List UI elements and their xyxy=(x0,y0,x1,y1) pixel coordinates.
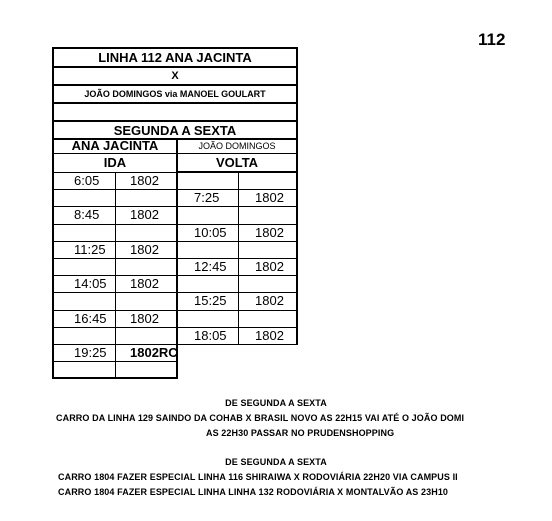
ida-car xyxy=(116,190,178,207)
volta-time: 12:45 xyxy=(178,259,239,276)
notes-block2-line1: CARRO 1804 FAZER ESPECIAL LINHA 116 SHIRAIWA X RODOVIÁRIA 22H20 VIA CAMPUS II xyxy=(58,472,458,482)
ida-time: 8:45 xyxy=(52,207,116,224)
ida-car: 1802 xyxy=(116,311,178,328)
ida-car xyxy=(116,293,178,310)
volta-time xyxy=(178,207,239,224)
line-number: 112 xyxy=(478,30,506,49)
direction-volta: VOLTA xyxy=(178,154,298,173)
ida-time xyxy=(52,293,116,310)
title-separator: X xyxy=(52,66,298,84)
volta-car: 1802 xyxy=(239,225,298,242)
volta-time: 15:25 xyxy=(178,293,239,310)
ida-time xyxy=(52,259,116,276)
ida-time xyxy=(52,225,116,242)
volta-car xyxy=(239,276,298,293)
ida-time xyxy=(52,362,116,379)
ida-time xyxy=(52,190,116,207)
ida-car: 1802 xyxy=(116,173,178,190)
origin-left: ANA JACINTA xyxy=(52,138,178,154)
volta-car xyxy=(239,173,298,190)
ida-car xyxy=(116,259,178,276)
notes-block2-title: DE SEGUNDA A SEXTA xyxy=(225,457,327,467)
volta-time xyxy=(178,311,239,328)
origin-right: JOÃO DOMINGOS xyxy=(178,138,298,154)
ida-time xyxy=(52,328,116,345)
ida-time: 11:25 xyxy=(52,242,116,259)
days-label: SEGUNDA A SEXTA xyxy=(52,120,298,138)
volta-time xyxy=(178,276,239,293)
ida-car: 1802 xyxy=(116,207,178,224)
volta-car xyxy=(239,242,298,259)
notes-block1-line2: AS 22H30 PASSAR NO PRUDENSHOPPING xyxy=(206,428,395,438)
line-title: LINHA 112 ANA JACINTA xyxy=(52,47,298,66)
ida-car xyxy=(116,225,178,242)
volta-car: 1802 xyxy=(239,293,298,310)
volta-time: 18:05 xyxy=(178,328,239,345)
schedule-table xyxy=(52,47,300,380)
volta-time: 7:25 xyxy=(178,190,239,207)
ida-car: 1802 xyxy=(116,242,178,259)
blank-header-row xyxy=(52,102,298,120)
ida-car xyxy=(116,362,178,379)
ida-time: 16:45 xyxy=(52,311,116,328)
notes-block1-line1: CARRO DA LINHA 129 SAINDO DA COHAB X BRASIL NOVO AS 22H15 VAI ATÉ O JOÃO DOMI xyxy=(56,413,465,423)
ida-car: 1802RC xyxy=(116,345,178,362)
volta-car: 1802 xyxy=(239,259,298,276)
volta-time xyxy=(178,173,239,190)
ida-time: 14:05 xyxy=(52,276,116,293)
notes-block1-title: DE SEGUNDA A SEXTA xyxy=(225,398,327,408)
volta-time xyxy=(178,242,239,259)
volta-car xyxy=(239,207,298,224)
ida-car xyxy=(116,328,178,345)
volta-car: 1802 xyxy=(239,328,298,345)
notes-block2-line2: CARRO 1804 FAZER ESPECIAL LINHA LINHA 132 RODOVIÁRIA X MONTALVÃO AS 23H10 xyxy=(58,487,449,497)
volta-car: 1802 xyxy=(239,190,298,207)
direction-ida: IDA xyxy=(52,154,178,173)
route-subtitle: JOÃO DOMINGOS via MANOEL GOULART xyxy=(52,84,298,102)
volta-time: 10:05 xyxy=(178,225,239,242)
ida-time: 19:25 xyxy=(52,345,116,362)
ida-car: 1802 xyxy=(116,276,178,293)
volta-car xyxy=(239,311,298,328)
ida-time: 6:05 xyxy=(52,173,116,190)
